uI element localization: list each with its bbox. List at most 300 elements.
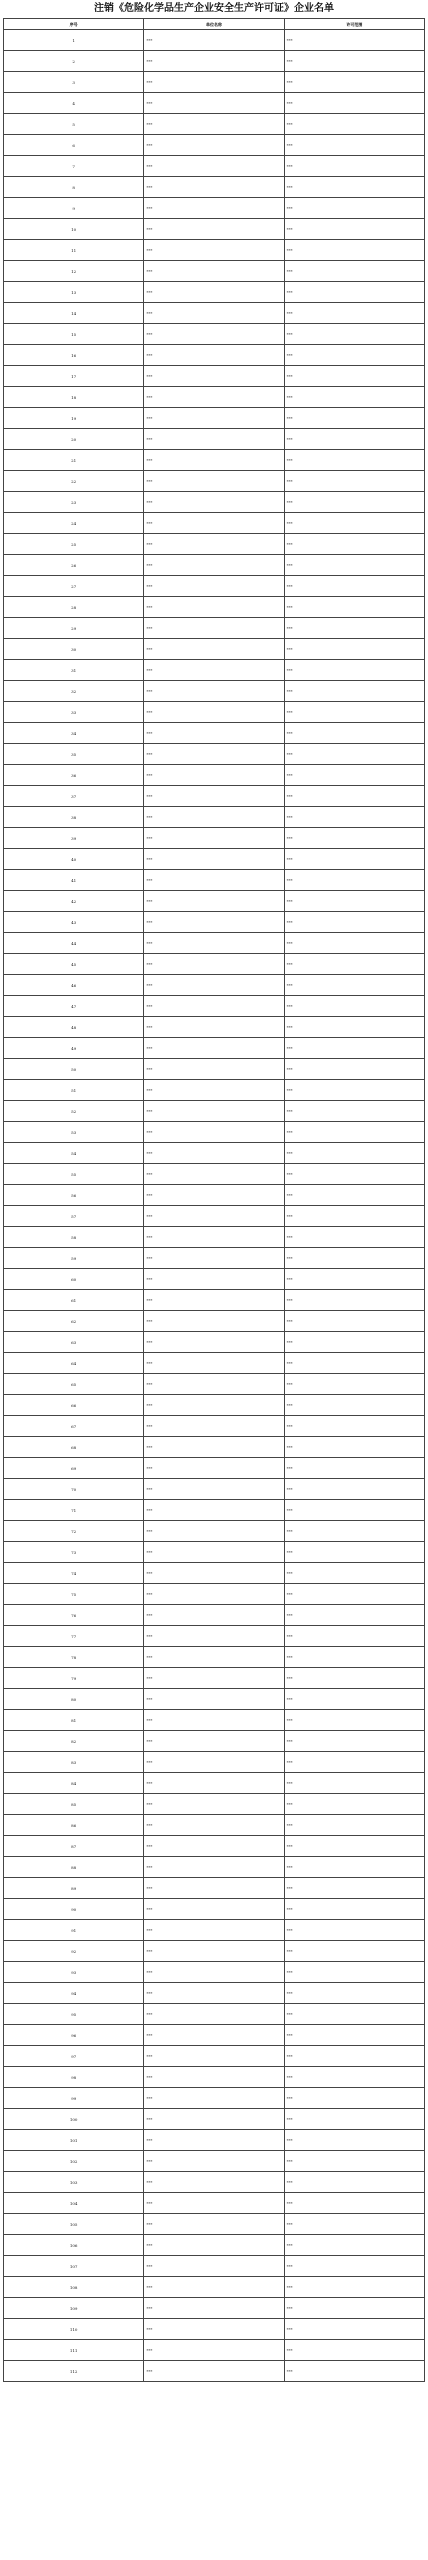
permit-scope: *** — [284, 450, 424, 471]
permit-scope: *** — [284, 471, 424, 492]
permit-scope: *** — [284, 912, 424, 933]
row-number: 23 — [4, 492, 144, 513]
table-row — [4, 429, 425, 450]
table-header — [4, 19, 425, 30]
permit-scope: *** — [284, 2193, 424, 2214]
row-number: 66 — [4, 1395, 144, 1416]
table-row — [4, 1311, 425, 1332]
permit-scope: *** — [284, 2235, 424, 2256]
company-name: *** — [144, 1374, 284, 1395]
row-number: 57 — [4, 1206, 144, 1227]
permit-scope: *** — [284, 1437, 424, 1458]
company-name: *** — [144, 156, 284, 177]
permit-scope: *** — [284, 1689, 424, 1710]
permit-scope: *** — [284, 891, 424, 912]
company-name: *** — [144, 2067, 284, 2088]
company-name: *** — [144, 555, 284, 576]
permit-scope: *** — [284, 261, 424, 282]
table-row — [4, 450, 425, 471]
permit-scope: *** — [284, 1185, 424, 1206]
permit-scope: *** — [284, 366, 424, 387]
row-number: 2 — [4, 51, 144, 72]
row-number: 96 — [4, 2025, 144, 2046]
row-number: 111 — [4, 2340, 144, 2361]
table-row — [4, 1416, 425, 1437]
permit-scope: *** — [284, 1479, 424, 1500]
row-number: 28 — [4, 597, 144, 618]
permit-scope: *** — [284, 1899, 424, 1920]
permit-scope: *** — [284, 1395, 424, 1416]
permit-scope: *** — [284, 723, 424, 744]
table-row — [4, 870, 425, 891]
company-name: *** — [144, 2235, 284, 2256]
table-row — [4, 786, 425, 807]
company-name: *** — [144, 828, 284, 849]
company-name: *** — [144, 1689, 284, 1710]
table-row — [4, 2319, 425, 2340]
company-name: *** — [144, 2109, 284, 2130]
company-name: *** — [144, 1899, 284, 1920]
permit-scope: *** — [284, 639, 424, 660]
table-row — [4, 954, 425, 975]
company-name: *** — [144, 723, 284, 744]
permit-scope: *** — [284, 2088, 424, 2109]
company-name: *** — [144, 1836, 284, 1857]
row-number: 109 — [4, 2298, 144, 2319]
table-row — [4, 1164, 425, 1185]
table-row — [4, 1689, 425, 1710]
row-number: 33 — [4, 702, 144, 723]
table-row — [4, 975, 425, 996]
table-row — [4, 2340, 425, 2361]
company-name: *** — [144, 1626, 284, 1647]
permit-scope: *** — [284, 576, 424, 597]
permit-scope: *** — [284, 2151, 424, 2172]
permit-scope: *** — [284, 1143, 424, 1164]
permit-scope: *** — [284, 618, 424, 639]
company-name: *** — [144, 2046, 284, 2067]
permit-scope: *** — [284, 744, 424, 765]
company-name: *** — [144, 1500, 284, 1521]
table-row — [4, 555, 425, 576]
table-row — [4, 1500, 425, 1521]
row-number: 51 — [4, 1080, 144, 1101]
permit-scope: *** — [284, 1542, 424, 1563]
company-name: *** — [144, 1080, 284, 1101]
row-number: 21 — [4, 450, 144, 471]
row-number: 18 — [4, 387, 144, 408]
row-number: 92 — [4, 1941, 144, 1962]
table-row — [4, 1920, 425, 1941]
company-name: *** — [144, 1563, 284, 1584]
row-number: 8 — [4, 177, 144, 198]
row-number: 11 — [4, 240, 144, 261]
row-number: 72 — [4, 1521, 144, 1542]
row-number: 44 — [4, 933, 144, 954]
permit-scope: *** — [284, 1836, 424, 1857]
company-name: *** — [144, 1878, 284, 1899]
permit-scope: *** — [284, 156, 424, 177]
row-number: 7 — [4, 156, 144, 177]
company-name: *** — [144, 198, 284, 219]
row-number: 45 — [4, 954, 144, 975]
table-row — [4, 2130, 425, 2151]
permit-scope: *** — [284, 1626, 424, 1647]
company-name: *** — [144, 177, 284, 198]
company-name: *** — [144, 786, 284, 807]
table-row — [4, 2067, 425, 2088]
table-row — [4, 282, 425, 303]
company-name: *** — [144, 513, 284, 534]
row-number: 90 — [4, 1899, 144, 1920]
table-row — [4, 1227, 425, 1248]
table-row — [4, 114, 425, 135]
company-name: *** — [144, 72, 284, 93]
table-row — [4, 1206, 425, 1227]
table-row — [4, 1521, 425, 1542]
column-header-company: 单位名称 — [144, 19, 284, 30]
row-number: 68 — [4, 1437, 144, 1458]
table-row — [4, 2214, 425, 2235]
table-row — [4, 2025, 425, 2046]
permit-scope: *** — [284, 240, 424, 261]
permit-scope: *** — [284, 51, 424, 72]
row-number: 50 — [4, 1059, 144, 1080]
table-row — [4, 681, 425, 702]
company-name: *** — [144, 2004, 284, 2025]
permit-scope: *** — [284, 1311, 424, 1332]
permit-scope: *** — [284, 1080, 424, 1101]
row-number: 36 — [4, 765, 144, 786]
table-row — [4, 2235, 425, 2256]
row-number: 112 — [4, 2361, 144, 2382]
permit-scope: *** — [284, 1605, 424, 1626]
company-name: *** — [144, 1584, 284, 1605]
header-row — [4, 19, 425, 30]
row-number: 85 — [4, 1794, 144, 1815]
table-row — [4, 30, 425, 51]
row-number: 107 — [4, 2256, 144, 2277]
row-number: 40 — [4, 849, 144, 870]
row-number: 58 — [4, 1227, 144, 1248]
company-name: *** — [144, 93, 284, 114]
row-number: 30 — [4, 639, 144, 660]
row-number: 81 — [4, 1710, 144, 1731]
permit-scope: *** — [284, 1164, 424, 1185]
row-number: 87 — [4, 1836, 144, 1857]
table-row — [4, 597, 425, 618]
table-row — [4, 1857, 425, 1878]
permit-scope: *** — [284, 1059, 424, 1080]
company-name: *** — [144, 2151, 284, 2172]
table-row — [4, 723, 425, 744]
table-row — [4, 1101, 425, 1122]
company-name: *** — [144, 2130, 284, 2151]
row-number: 38 — [4, 807, 144, 828]
permit-scope: *** — [284, 786, 424, 807]
company-name: *** — [144, 912, 284, 933]
permit-scope: *** — [284, 1983, 424, 2004]
company-name: *** — [144, 576, 284, 597]
company-name: *** — [144, 30, 284, 51]
permit-scope: *** — [284, 282, 424, 303]
table-row — [4, 2046, 425, 2067]
row-number: 64 — [4, 1353, 144, 1374]
company-name: *** — [144, 387, 284, 408]
table-row — [4, 1143, 425, 1164]
row-number: 53 — [4, 1122, 144, 1143]
permit-scope: *** — [284, 1227, 424, 1248]
row-number: 43 — [4, 912, 144, 933]
row-number: 69 — [4, 1458, 144, 1479]
company-name: *** — [144, 1437, 284, 1458]
company-name: *** — [144, 1101, 284, 1122]
permit-scope: *** — [284, 1248, 424, 1269]
row-number: 79 — [4, 1668, 144, 1689]
permit-scope: *** — [284, 2256, 424, 2277]
company-name: *** — [144, 2172, 284, 2193]
company-name: *** — [144, 2193, 284, 2214]
company-name: *** — [144, 261, 284, 282]
table-row — [4, 513, 425, 534]
table-row — [4, 1983, 425, 2004]
permit-scope: *** — [284, 324, 424, 345]
enterprise-table — [3, 18, 425, 2382]
page-title: 注销《危险化学品生产企业安全生产许可证》企业名单 — [94, 3, 334, 14]
row-number: 27 — [4, 576, 144, 597]
company-name: *** — [144, 1521, 284, 1542]
table-row — [4, 1836, 425, 1857]
row-number: 52 — [4, 1101, 144, 1122]
row-number: 42 — [4, 891, 144, 912]
row-number: 82 — [4, 1731, 144, 1752]
row-number: 94 — [4, 1983, 144, 2004]
permit-scope: *** — [284, 1668, 424, 1689]
company-name: *** — [144, 1920, 284, 1941]
table-row — [4, 702, 425, 723]
row-number: 4 — [4, 93, 144, 114]
company-name: *** — [144, 2088, 284, 2109]
permit-scope: *** — [284, 1752, 424, 1773]
company-name: *** — [144, 2319, 284, 2340]
table-row — [4, 2193, 425, 2214]
row-number: 20 — [4, 429, 144, 450]
permit-scope: *** — [284, 303, 424, 324]
table-row — [4, 219, 425, 240]
company-name: *** — [144, 1206, 284, 1227]
permit-scope: *** — [284, 1269, 424, 1290]
company-name: *** — [144, 303, 284, 324]
company-name: *** — [144, 891, 284, 912]
permit-scope: *** — [284, 198, 424, 219]
row-number: 104 — [4, 2193, 144, 2214]
table-row — [4, 2277, 425, 2298]
company-name: *** — [144, 1017, 284, 1038]
permit-scope: *** — [284, 177, 424, 198]
company-name: *** — [144, 1269, 284, 1290]
table-row — [4, 93, 425, 114]
table-row — [4, 2361, 425, 2382]
table-row — [4, 1185, 425, 1206]
company-name: *** — [144, 1941, 284, 1962]
table-row — [4, 1899, 425, 1920]
permit-scope: *** — [284, 2319, 424, 2340]
company-name: *** — [144, 1479, 284, 1500]
row-number: 83 — [4, 1752, 144, 1773]
table-row — [4, 2151, 425, 2172]
company-name: *** — [144, 1143, 284, 1164]
table-row — [4, 240, 425, 261]
company-name: *** — [144, 2256, 284, 2277]
row-number: 74 — [4, 1563, 144, 1584]
row-number: 34 — [4, 723, 144, 744]
company-name: *** — [144, 1290, 284, 1311]
permit-scope: *** — [284, 2046, 424, 2067]
company-name: *** — [144, 744, 284, 765]
permit-scope: *** — [284, 2214, 424, 2235]
company-name: *** — [144, 2214, 284, 2235]
row-number: 86 — [4, 1815, 144, 1836]
company-name: *** — [144, 1395, 284, 1416]
permit-scope: *** — [284, 429, 424, 450]
row-number: 62 — [4, 1311, 144, 1332]
table-row — [4, 156, 425, 177]
company-name: *** — [144, 975, 284, 996]
row-number: 19 — [4, 408, 144, 429]
table-row — [4, 366, 425, 387]
company-name: *** — [144, 1248, 284, 1269]
row-number: 29 — [4, 618, 144, 639]
permit-scope: *** — [284, 345, 424, 366]
row-number: 25 — [4, 534, 144, 555]
company-name: *** — [144, 135, 284, 156]
row-number: 80 — [4, 1689, 144, 1710]
table-row — [4, 324, 425, 345]
permit-scope: *** — [284, 1206, 424, 1227]
table-row — [4, 996, 425, 1017]
table-row — [4, 345, 425, 366]
permit-scope: *** — [284, 2361, 424, 2382]
table-row — [4, 828, 425, 849]
table-row — [4, 198, 425, 219]
row-number: 67 — [4, 1416, 144, 1437]
permit-scope: *** — [284, 1038, 424, 1059]
row-number: 48 — [4, 1017, 144, 1038]
permit-scope: *** — [284, 2109, 424, 2130]
row-number: 13 — [4, 282, 144, 303]
table-row — [4, 1290, 425, 1311]
row-number: 5 — [4, 114, 144, 135]
table-row — [4, 2088, 425, 2109]
permit-scope: *** — [284, 1731, 424, 1752]
permit-scope: *** — [284, 1941, 424, 1962]
table-row — [4, 51, 425, 72]
row-number: 56 — [4, 1185, 144, 1206]
company-name: *** — [144, 429, 284, 450]
table-row — [4, 1479, 425, 1500]
permit-scope: *** — [284, 2277, 424, 2298]
row-number: 17 — [4, 366, 144, 387]
company-name: *** — [144, 597, 284, 618]
table-row — [4, 618, 425, 639]
table-row — [4, 303, 425, 324]
table-row — [4, 2004, 425, 2025]
company-name: *** — [144, 1416, 284, 1437]
table-row — [4, 1458, 425, 1479]
permit-scope: *** — [284, 492, 424, 513]
permit-scope: *** — [284, 1416, 424, 1437]
permit-scope: *** — [284, 1815, 424, 1836]
permit-scope: *** — [284, 114, 424, 135]
company-name: *** — [144, 534, 284, 555]
company-name: *** — [144, 1332, 284, 1353]
company-name: *** — [144, 2298, 284, 2319]
row-number: 108 — [4, 2277, 144, 2298]
company-name: *** — [144, 1542, 284, 1563]
table-body — [4, 30, 425, 2382]
row-number: 91 — [4, 1920, 144, 1941]
table-row — [4, 891, 425, 912]
row-number: 95 — [4, 2004, 144, 2025]
table-row — [4, 1584, 425, 1605]
row-number: 16 — [4, 345, 144, 366]
company-name: *** — [144, 345, 284, 366]
table-row — [4, 1395, 425, 1416]
row-number: 103 — [4, 2172, 144, 2193]
company-name: *** — [144, 2277, 284, 2298]
row-number: 49 — [4, 1038, 144, 1059]
company-name: *** — [144, 933, 284, 954]
company-name: *** — [144, 1038, 284, 1059]
row-number: 47 — [4, 996, 144, 1017]
row-number: 61 — [4, 1290, 144, 1311]
table-row — [4, 1794, 425, 1815]
row-number: 46 — [4, 975, 144, 996]
company-name: *** — [144, 1647, 284, 1668]
company-name: *** — [144, 618, 284, 639]
table-row — [4, 471, 425, 492]
table-row — [4, 1269, 425, 1290]
table-row — [4, 1332, 425, 1353]
table-row — [4, 639, 425, 660]
company-name: *** — [144, 2361, 284, 2382]
permit-scope: *** — [284, 387, 424, 408]
permit-scope: *** — [284, 1521, 424, 1542]
table-row — [4, 2256, 425, 2277]
company-name: *** — [144, 1857, 284, 1878]
row-number: 12 — [4, 261, 144, 282]
permit-scope: *** — [284, 1290, 424, 1311]
row-number: 93 — [4, 1962, 144, 1983]
table-row — [4, 177, 425, 198]
permit-scope: *** — [284, 555, 424, 576]
table-row — [4, 1668, 425, 1689]
table-row — [4, 1017, 425, 1038]
table-row — [4, 2172, 425, 2193]
row-number: 70 — [4, 1479, 144, 1500]
table-row — [4, 1059, 425, 1080]
permit-scope: *** — [284, 996, 424, 1017]
table-row — [4, 2298, 425, 2319]
permit-scope: *** — [284, 1647, 424, 1668]
permit-scope: *** — [284, 1101, 424, 1122]
row-number: 89 — [4, 1878, 144, 1899]
company-name: *** — [144, 996, 284, 1017]
row-number: 35 — [4, 744, 144, 765]
column-header-number: 序号 — [4, 19, 144, 30]
permit-scope: *** — [284, 660, 424, 681]
table-row — [4, 1038, 425, 1059]
